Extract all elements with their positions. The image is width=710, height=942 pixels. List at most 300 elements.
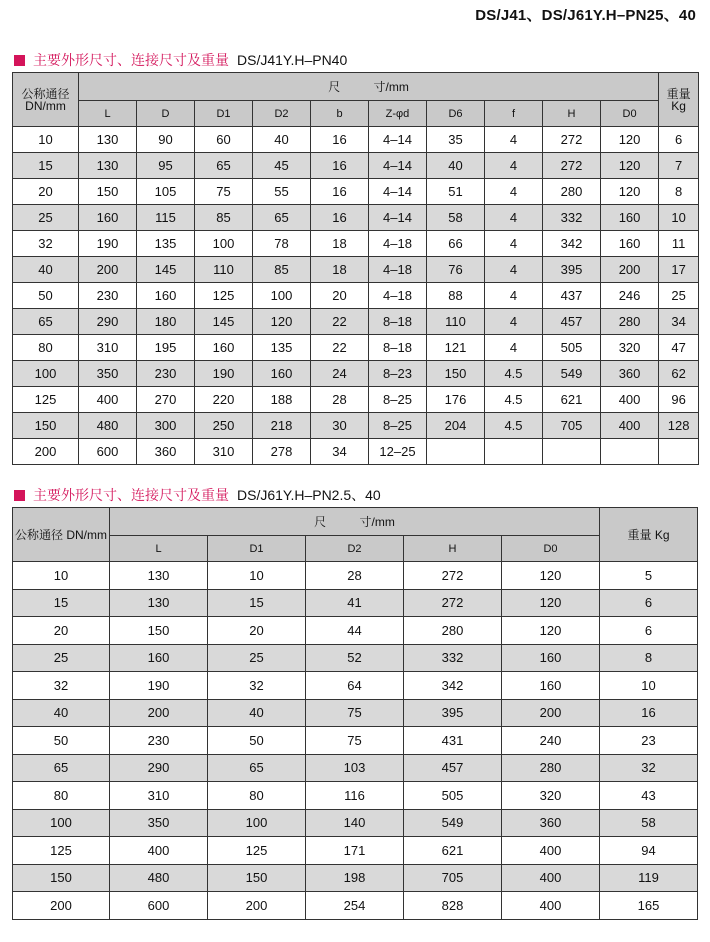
table-cell: 120 (601, 179, 659, 205)
table-cell: 150 (13, 413, 79, 439)
table-cell: 76 (427, 257, 485, 283)
table-cell: 342 (404, 672, 502, 700)
table-cell: 4.5 (485, 413, 543, 439)
section2-title (14, 485, 381, 505)
table-cell: 130 (110, 562, 208, 590)
table-cell: 280 (502, 754, 600, 782)
column-header: L (110, 536, 208, 562)
table-cell: 190 (195, 361, 253, 387)
table-cell: 140 (306, 809, 404, 837)
table-cell: 246 (601, 283, 659, 309)
table-row (13, 864, 698, 892)
table-cell: 150 (208, 864, 306, 892)
table-cell: 230 (110, 727, 208, 755)
table-cell: 300 (137, 413, 195, 439)
table-cell: 25 (659, 283, 699, 309)
table-cell: 240 (502, 727, 600, 755)
table-cell: 4–14 (369, 179, 427, 205)
table-cell: 65 (13, 309, 79, 335)
table-cell: 16 (311, 127, 369, 153)
table-cell: 171 (306, 837, 404, 865)
table-cell: 290 (110, 754, 208, 782)
table-cell: 35 (427, 127, 485, 153)
table-cell: 130 (79, 127, 137, 153)
column-header: D6 (427, 101, 485, 127)
table-cell: 100 (253, 283, 311, 309)
section1-title-model: DS/J41Y.H–PN40 (237, 52, 348, 68)
table-cell: 125 (195, 283, 253, 309)
table-cell: 600 (79, 439, 137, 465)
table-cell: 254 (306, 892, 404, 920)
table-cell: 125 (13, 387, 79, 413)
table-cell: 110 (427, 309, 485, 335)
table-cell: 55 (253, 179, 311, 205)
table-cell: 32 (208, 672, 306, 700)
table-cell: 135 (137, 231, 195, 257)
table-cell: 20 (311, 283, 369, 309)
table-cell: 18 (311, 257, 369, 283)
table-cell: 4–14 (369, 127, 427, 153)
table-cell: 65 (208, 754, 306, 782)
table-cell: 75 (306, 727, 404, 755)
table-cell: 621 (543, 387, 601, 413)
column-header: H (404, 536, 502, 562)
table-cell: 25 (13, 644, 110, 672)
table-cell: 20 (13, 617, 110, 645)
table-cell: 150 (110, 617, 208, 645)
table-cell: 23 (600, 727, 698, 755)
table-cell: 28 (306, 562, 404, 590)
table-cell: 18 (311, 231, 369, 257)
table-cell: 272 (543, 153, 601, 179)
table-cell: 400 (601, 413, 659, 439)
table-cell: 10 (600, 672, 698, 700)
table-cell: 230 (137, 361, 195, 387)
table-cell: 11 (659, 231, 699, 257)
table-cell: 95 (137, 153, 195, 179)
table-cell: 437 (543, 283, 601, 309)
table-cell: 130 (110, 589, 208, 617)
table-cell: 8–18 (369, 309, 427, 335)
table-cell: 4 (485, 309, 543, 335)
table-cell: 16 (311, 205, 369, 231)
table-cell: 8 (600, 644, 698, 672)
table-cell: 94 (600, 837, 698, 865)
table-cell: 120 (502, 589, 600, 617)
table-cell: 24 (311, 361, 369, 387)
table-cell: 4 (485, 153, 543, 179)
table-cell: 65 (253, 205, 311, 231)
table-cell: 125 (208, 837, 306, 865)
table-cell: 165 (600, 892, 698, 920)
column-header: D2 (306, 536, 404, 562)
section2-title-cn: 主要外形尺寸、连接尺寸及重量 (33, 487, 229, 503)
table-cell: 32 (13, 672, 110, 700)
table-cell: 190 (110, 672, 208, 700)
table-cell: 188 (253, 387, 311, 413)
table-cell: 280 (543, 179, 601, 205)
table-cell: 332 (404, 644, 502, 672)
table-cell: 52 (306, 644, 404, 672)
table-cell: 58 (427, 205, 485, 231)
page-header: DS/J41、DS/J61Y.H–PN25、40 (475, 7, 696, 24)
table-cell: 272 (404, 589, 502, 617)
table-cell: 280 (601, 309, 659, 335)
table-cell: 30 (311, 413, 369, 439)
table-cell: 40 (13, 257, 79, 283)
section-marker-icon (14, 55, 25, 66)
table-cell: 15 (13, 589, 110, 617)
table-row (13, 892, 698, 920)
table-cell: 12–25 (369, 439, 427, 465)
column-header: L (79, 101, 137, 127)
table-cell: 41 (306, 589, 404, 617)
table-cell: 100 (195, 231, 253, 257)
table-cell: 457 (543, 309, 601, 335)
table-cell: 5 (600, 562, 698, 590)
table-cell: 621 (404, 837, 502, 865)
table-cell: 58 (600, 809, 698, 837)
table-cell: 270 (137, 387, 195, 413)
table-cell (485, 439, 543, 465)
table-cell: 116 (306, 782, 404, 810)
section2-title-model: DS/J61Y.H–PN2.5、40 (237, 487, 381, 503)
section1-title-cn: 主要外形尺寸、连接尺寸及重量 (33, 52, 229, 68)
table-cell: 16 (600, 699, 698, 727)
table-cell: 400 (502, 864, 600, 892)
table-cell: 204 (427, 413, 485, 439)
table-row (13, 809, 698, 837)
table-cell: 180 (137, 309, 195, 335)
table-cell: 272 (404, 562, 502, 590)
table-cell: 51 (427, 179, 485, 205)
table-row (13, 387, 699, 413)
table-cell: 280 (404, 617, 502, 645)
table-cell: 16 (311, 153, 369, 179)
table-cell: 105 (137, 179, 195, 205)
table-cell: 200 (13, 439, 79, 465)
column-header: H (543, 101, 601, 127)
table-cell: 10 (13, 127, 79, 153)
table-cell: 200 (110, 699, 208, 727)
table-cell: 360 (601, 361, 659, 387)
table-cell: 290 (79, 309, 137, 335)
table-cell: 121 (427, 335, 485, 361)
table-cell: 28 (311, 387, 369, 413)
table-cell: 62 (659, 361, 699, 387)
table-cell (427, 439, 485, 465)
table-row (13, 617, 698, 645)
table-cell: 16 (311, 179, 369, 205)
table-cell: 40 (208, 699, 306, 727)
table-cell: 10 (659, 205, 699, 231)
table-cell: 6 (659, 127, 699, 153)
table-cell: 160 (502, 644, 600, 672)
table-cell: 65 (13, 754, 110, 782)
header-dimensions: 尺 寸/mm (110, 508, 600, 536)
table-cell (601, 439, 659, 465)
table-cell: 4–18 (369, 283, 427, 309)
table-cell: 130 (79, 153, 137, 179)
table-cell: 135 (253, 335, 311, 361)
table-cell: 45 (253, 153, 311, 179)
table-cell: 480 (110, 864, 208, 892)
table-cell: 160 (502, 672, 600, 700)
table-cell: 25 (208, 644, 306, 672)
table-cell: 34 (311, 439, 369, 465)
table-cell: 15 (13, 153, 79, 179)
table-cell: 310 (79, 335, 137, 361)
header-dn: 公称通径 DN/mm (13, 73, 79, 127)
section1-title (14, 50, 347, 70)
table-cell: 4 (485, 127, 543, 153)
table-cell: 549 (543, 361, 601, 387)
table-cell: 17 (659, 257, 699, 283)
table-cell: 15 (208, 589, 306, 617)
table-cell: 4–18 (369, 231, 427, 257)
table-cell: 8–23 (369, 361, 427, 387)
table-cell: 200 (208, 892, 306, 920)
table-cell: 60 (195, 127, 253, 153)
table-cell: 8 (659, 179, 699, 205)
table-cell: 22 (311, 309, 369, 335)
table-cell: 278 (253, 439, 311, 465)
table-row (13, 672, 698, 700)
table-cell: 190 (79, 231, 137, 257)
table-cell: 120 (601, 127, 659, 153)
table-cell: 4 (485, 179, 543, 205)
table-cell: 342 (543, 231, 601, 257)
table-row (13, 309, 699, 335)
table-cell: 828 (404, 892, 502, 920)
table-row (13, 335, 699, 361)
column-header: D1 (195, 101, 253, 127)
section-marker-icon (14, 490, 25, 501)
table-cell: 160 (110, 644, 208, 672)
table-cell: 400 (79, 387, 137, 413)
column-header: D0 (502, 536, 600, 562)
table-row (13, 439, 699, 465)
table-cell: 20 (13, 179, 79, 205)
table-cell: 110 (195, 257, 253, 283)
table-cell: 100 (208, 809, 306, 837)
table-cell: 457 (404, 754, 502, 782)
table-cell: 320 (502, 782, 600, 810)
table-cell: 395 (404, 699, 502, 727)
table-cell: 119 (600, 864, 698, 892)
table-cell: 100 (13, 361, 79, 387)
table-cell: 8–25 (369, 387, 427, 413)
table-row (13, 413, 699, 439)
table-cell: 34 (659, 309, 699, 335)
table-cell: 160 (137, 283, 195, 309)
table-cell: 4–18 (369, 257, 427, 283)
table-cell: 44 (306, 617, 404, 645)
table-cell: 90 (137, 127, 195, 153)
table-cell: 40 (427, 153, 485, 179)
table-cell: 4.5 (485, 387, 543, 413)
table-cell: 310 (195, 439, 253, 465)
table-cell: 150 (427, 361, 485, 387)
table-cell: 400 (502, 892, 600, 920)
header-weight: 重量 Kg (600, 508, 698, 562)
table-row (13, 699, 698, 727)
table-row (13, 127, 699, 153)
table-cell: 100 (13, 809, 110, 837)
table-cell: 600 (110, 892, 208, 920)
table-cell: 176 (427, 387, 485, 413)
table-cell: 65 (195, 153, 253, 179)
table-cell: 96 (659, 387, 699, 413)
table-cell: 50 (208, 727, 306, 755)
table-cell: 8–25 (369, 413, 427, 439)
table-cell: 705 (543, 413, 601, 439)
table-cell: 120 (601, 153, 659, 179)
table-cell: 4 (485, 335, 543, 361)
column-header: f (485, 101, 543, 127)
table-row (13, 727, 698, 755)
table-cell: 80 (13, 782, 110, 810)
table-cell: 200 (601, 257, 659, 283)
table-cell: 480 (79, 413, 137, 439)
table-cell: 6 (600, 589, 698, 617)
table-row (13, 153, 699, 179)
table-cell: 310 (110, 782, 208, 810)
table-row (13, 562, 698, 590)
table-row (13, 589, 698, 617)
table-cell: 400 (110, 837, 208, 865)
table-cell: 43 (600, 782, 698, 810)
table-cell: 400 (502, 837, 600, 865)
table-cell: 332 (543, 205, 601, 231)
table-cell: 198 (306, 864, 404, 892)
table-row (13, 179, 699, 205)
column-header: b (311, 101, 369, 127)
table-row (13, 231, 699, 257)
table-cell: 10 (208, 562, 306, 590)
table-cell: 160 (601, 205, 659, 231)
column-header: D1 (208, 536, 306, 562)
table-cell: 505 (404, 782, 502, 810)
table-row (13, 782, 698, 810)
table-cell: 150 (13, 864, 110, 892)
table-cell: 64 (306, 672, 404, 700)
table-cell: 85 (253, 257, 311, 283)
table-cell: 120 (502, 562, 600, 590)
dimension-table-j41 (12, 72, 699, 465)
table-cell: 549 (404, 809, 502, 837)
table-cell: 120 (253, 309, 311, 335)
table-cell: 145 (137, 257, 195, 283)
table-cell: 400 (601, 387, 659, 413)
table-cell: 431 (404, 727, 502, 755)
table-cell: 75 (306, 699, 404, 727)
table-cell: 320 (601, 335, 659, 361)
column-header: D (137, 101, 195, 127)
table-cell: 4–14 (369, 153, 427, 179)
table-cell: 220 (195, 387, 253, 413)
table-cell: 120 (502, 617, 600, 645)
table-cell: 80 (208, 782, 306, 810)
table-cell: 32 (13, 231, 79, 257)
table-row (13, 257, 699, 283)
table-cell: 50 (13, 727, 110, 755)
table-cell: 4 (485, 205, 543, 231)
table-cell: 218 (253, 413, 311, 439)
table-cell: 7 (659, 153, 699, 179)
table-cell: 230 (79, 283, 137, 309)
table-cell: 160 (601, 231, 659, 257)
table-cell: 150 (79, 179, 137, 205)
table-cell: 4 (485, 231, 543, 257)
table-cell: 75 (195, 179, 253, 205)
table-cell: 195 (137, 335, 195, 361)
table-row (13, 837, 698, 865)
table-cell: 360 (137, 439, 195, 465)
table-row (13, 205, 699, 231)
table-cell: 128 (659, 413, 699, 439)
table-cell: 40 (13, 699, 110, 727)
table-cell: 350 (79, 361, 137, 387)
table-cell: 32 (600, 754, 698, 782)
table-cell: 4 (485, 257, 543, 283)
table-cell: 4–14 (369, 205, 427, 231)
table-cell: 25 (13, 205, 79, 231)
table-cell: 160 (253, 361, 311, 387)
table-cell (543, 439, 601, 465)
header-dn: 公称通径 DN/mm (13, 508, 110, 562)
table-cell: 47 (659, 335, 699, 361)
table-cell: 50 (13, 283, 79, 309)
table-cell: 10 (13, 562, 110, 590)
column-header: D0 (601, 101, 659, 127)
table-cell: 125 (13, 837, 110, 865)
table-cell: 4.5 (485, 361, 543, 387)
table-cell: 20 (208, 617, 306, 645)
table-cell: 160 (79, 205, 137, 231)
table-cell: 360 (502, 809, 600, 837)
table-cell: 80 (13, 335, 79, 361)
table-cell: 350 (110, 809, 208, 837)
header-weight: 重量 Kg (659, 73, 699, 127)
table-cell: 85 (195, 205, 253, 231)
table-cell: 145 (195, 309, 253, 335)
column-header: Z-φd (369, 101, 427, 127)
table-row (13, 361, 699, 387)
table-cell: 6 (600, 617, 698, 645)
dimension-table-j61 (12, 507, 698, 920)
table-cell: 115 (137, 205, 195, 231)
table-cell: 200 (13, 892, 110, 920)
table-cell: 395 (543, 257, 601, 283)
table-cell: 200 (79, 257, 137, 283)
table-cell: 505 (543, 335, 601, 361)
table-cell: 4 (485, 283, 543, 309)
table-cell: 272 (543, 127, 601, 153)
table-cell: 88 (427, 283, 485, 309)
table-cell (659, 439, 699, 465)
table-cell: 22 (311, 335, 369, 361)
table-row (13, 644, 698, 672)
header-dimensions: 尺 寸/mm (79, 73, 659, 101)
table-cell: 705 (404, 864, 502, 892)
table-cell: 103 (306, 754, 404, 782)
table-row (13, 283, 699, 309)
table-cell: 40 (253, 127, 311, 153)
table-cell: 250 (195, 413, 253, 439)
table-cell: 200 (502, 699, 600, 727)
table-cell: 160 (195, 335, 253, 361)
